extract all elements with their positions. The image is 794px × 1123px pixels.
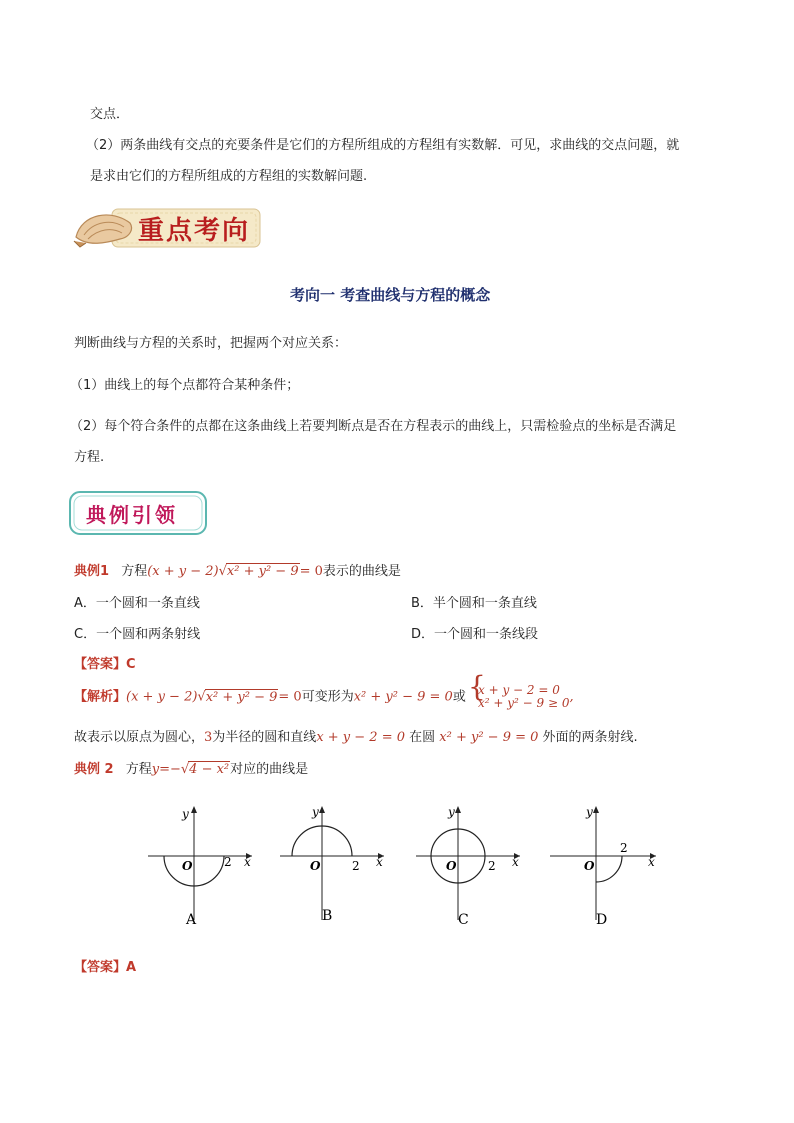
key-direction-banner [72, 203, 262, 253]
example1-eq: = 0 [299, 564, 323, 579]
graph-c-y: y [448, 805, 455, 819]
analysis-label: 【解析】 [74, 689, 127, 705]
banner-title: 重点考向 [138, 216, 251, 246]
intro-line-3: 是求由它们的方程所组成的方程组的实数解问题. [90, 169, 368, 184]
answer-value: C [126, 657, 136, 672]
analysis-or: 或 [452, 689, 466, 705]
example2-label: 典例 2 [74, 762, 114, 777]
conclusion-circle: x² + y² − 9 = 0 [439, 730, 539, 745]
conclusion-g: 外面的两条射线. [538, 730, 638, 745]
analysis-sqrt: x² + y² − 9 [205, 689, 278, 705]
example-box-title: 典例引领 [86, 503, 178, 527]
example1-sqrt: x² + y² − 9 [226, 564, 299, 579]
case-1: { x + y − 2 = 0 [478, 683, 560, 697]
example2-stem [74, 758, 308, 777]
graph-a [140, 800, 260, 934]
example2-stem-prefix: 方程 [125, 762, 152, 777]
example2-stem-suffix: 对应的曲线是 [230, 762, 309, 777]
graph-b-two: 2 [352, 859, 360, 873]
graph-d-x: x [648, 855, 655, 869]
answer-label: 【答案】 [74, 657, 127, 672]
graph-b-x: x [376, 855, 383, 869]
analysis-expr: (x + y − 2) [126, 689, 198, 705]
analysis-mid: 可变形为 [301, 689, 354, 705]
option-b: B．半个圆和一条直线 [411, 596, 537, 611]
intro-line-2: （2）两条曲线有交点的充要条件是它们的方程所组成的方程组有实数解．可见，求曲线的交点问题，就 [86, 138, 680, 153]
graph-c-o: O [446, 859, 457, 873]
guide-line-2: （1）曲线上的每个点都符合某种条件； [70, 378, 300, 393]
graph-a-svg [140, 800, 260, 930]
case-end: , [569, 689, 574, 705]
answer-value: A [126, 960, 137, 975]
graph-d [546, 800, 666, 934]
example1-stem-prefix: 方程 [121, 564, 148, 579]
conclusion-c: 为半径的圆和直线 [212, 730, 317, 745]
example1-conclusion [74, 726, 638, 745]
example1-analysis [74, 684, 574, 710]
graph-b-o: O [310, 859, 321, 873]
section-title: 考向一 考查曲线与方程的概念 [290, 286, 491, 304]
graph-d-letter: D [596, 912, 608, 928]
analysis-cases [470, 684, 570, 710]
analysis-eq: = 0 [278, 689, 302, 705]
graph-c-x: x [512, 855, 519, 869]
conclusion-a: 故表示以原点为圆心， [74, 730, 205, 745]
example1-label: 典例1 [74, 564, 110, 579]
graph-d-svg [546, 800, 666, 930]
answer-label: 【答案】 [74, 960, 127, 975]
example1-stem [74, 560, 401, 579]
graph-b-y: y [312, 805, 319, 819]
guide-line-3: （2）每个符合条件的点都在这条曲线上若要判断点是否在方程表示的曲线上，只需检验点的坐标是否满足 [70, 419, 677, 434]
example-box [68, 490, 208, 536]
graph-c-two: 2 [488, 859, 496, 873]
graph-b-letter: B [322, 908, 333, 924]
example2-y: y=− [151, 762, 181, 777]
analysis-expr2: x² + y² − 9 = 0 [353, 689, 453, 705]
sqrt-sign: √ [180, 762, 190, 777]
case-2: x² + y² − 9 ≥ 0 [478, 696, 570, 710]
example1-expr: (x + y − 2) [147, 564, 219, 579]
graph-b-svg [272, 800, 392, 930]
graph-d-o: O [584, 859, 595, 873]
option-d: D．一个圆和一条线段 [411, 627, 539, 642]
graph-a-letter: A [186, 912, 197, 928]
graph-a-o: O [182, 859, 193, 873]
graph-d-y: y [586, 805, 593, 819]
example2-answer [74, 956, 136, 975]
conclusion-e: 在圆 [405, 730, 440, 745]
conclusion-radius: 3 [204, 730, 213, 745]
graph-c-svg [408, 800, 528, 930]
option-a: A．一个圆和一条直线 [74, 596, 200, 611]
guide-line-4: 方程. [74, 450, 105, 465]
option-c: C．一个圆和两条射线 [74, 627, 201, 642]
sqrt-sign: √ [218, 564, 227, 579]
intro-line-1: 交点． [90, 107, 130, 122]
guide-line-1: 判断曲线与方程的关系时，把握两个对应关系： [74, 336, 348, 351]
graph-c [408, 800, 528, 934]
graph-a-y: y [182, 807, 189, 821]
graph-c-letter: C [458, 912, 469, 928]
example1-answer [74, 653, 136, 672]
example1-stem-suffix: 表示的曲线是 [322, 564, 401, 579]
graph-a-x: x [244, 855, 251, 869]
sqrt-sign: √ [197, 689, 206, 705]
example2-sqrt: 4 − x² [189, 762, 230, 777]
graph-a-two: 2 [224, 855, 232, 869]
graph-d-two: 2 [620, 841, 628, 855]
graph-b [272, 800, 392, 934]
conclusion-line: x + y − 2 = 0 [316, 730, 406, 745]
